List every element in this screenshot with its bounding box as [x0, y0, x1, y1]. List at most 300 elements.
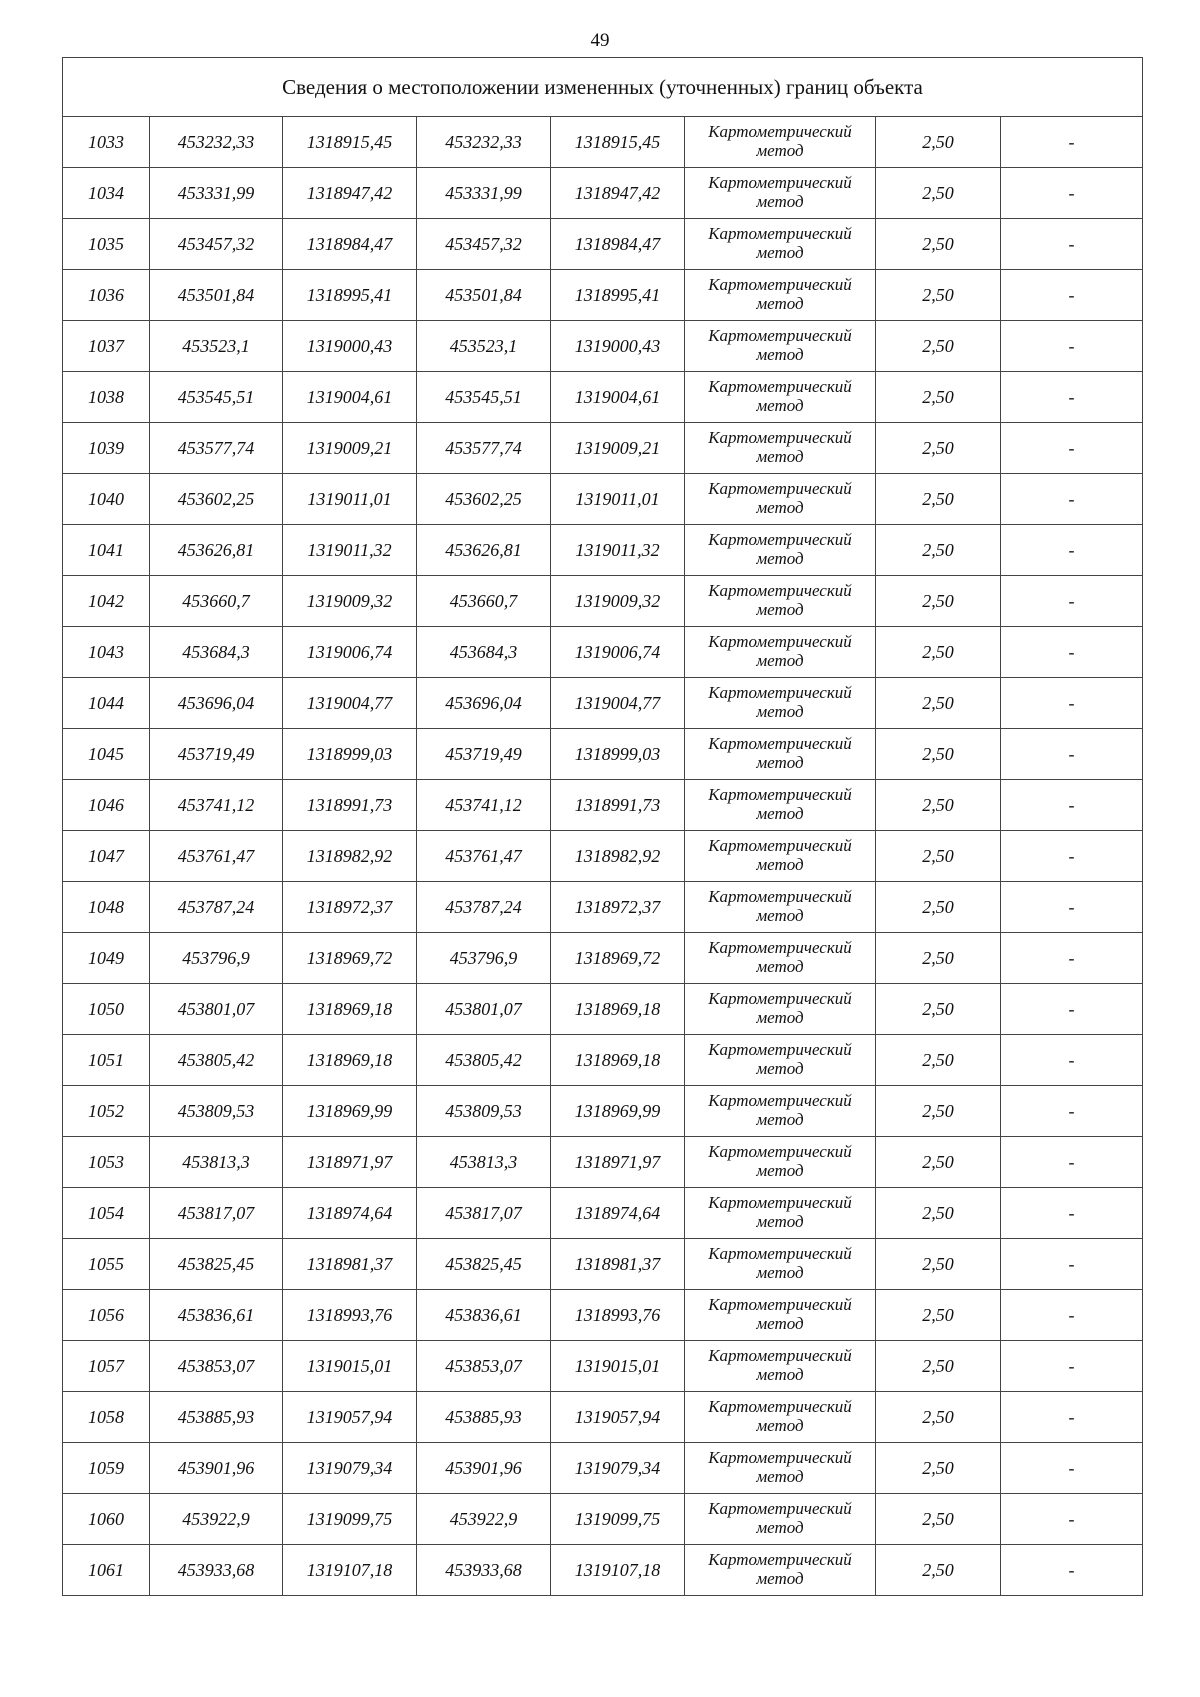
- point-number-cell: 1053: [63, 1137, 150, 1188]
- method-cell: [685, 882, 876, 933]
- x-old-cell: 453577,74: [150, 423, 283, 474]
- x-new-cell: 453933,68: [417, 1545, 551, 1596]
- y-old-cell: 1318984,47: [283, 219, 417, 270]
- method-word: Картометрический: [708, 785, 852, 805]
- table-row: [63, 1239, 1143, 1290]
- x-new-cell: 453331,99: [417, 168, 551, 219]
- method-cell: [685, 729, 876, 780]
- method-word: метод: [756, 141, 804, 160]
- point-number-cell: 1036: [63, 270, 150, 321]
- x-old-cell: 453817,07: [150, 1188, 283, 1239]
- x-new-cell: 453741,12: [417, 780, 551, 831]
- x-new-cell: 453922,9: [417, 1494, 551, 1545]
- method-cell: [685, 1086, 876, 1137]
- point-number-cell: 1035: [63, 219, 150, 270]
- table-row: [63, 933, 1143, 984]
- method-cell: [685, 1443, 876, 1494]
- note-cell: -: [1001, 1290, 1143, 1341]
- accuracy-cell: 2,50: [876, 1188, 1001, 1239]
- x-new-cell: 453787,24: [417, 882, 551, 933]
- y-old-cell: 1319011,32: [283, 525, 417, 576]
- x-old-cell: 453501,84: [150, 270, 283, 321]
- y-old-cell: 1318995,41: [283, 270, 417, 321]
- method-word: Картометрический: [708, 1091, 852, 1111]
- table-row: [63, 1545, 1143, 1596]
- note-cell: -: [1001, 1188, 1143, 1239]
- point-number-cell: 1047: [63, 831, 150, 882]
- table-row: [63, 831, 1143, 882]
- x-old-cell: 453741,12: [150, 780, 283, 831]
- method-word: метод: [756, 243, 804, 262]
- x-old-cell: 453331,99: [150, 168, 283, 219]
- point-number-cell: 1059: [63, 1443, 150, 1494]
- method-cell: [685, 321, 876, 372]
- method-word: метод: [756, 1263, 804, 1282]
- y-new-cell: 1318991,73: [551, 780, 685, 831]
- x-old-cell: 453761,47: [150, 831, 283, 882]
- method-cell: [685, 372, 876, 423]
- accuracy-cell: 2,50: [876, 1290, 1001, 1341]
- method-word: метод: [756, 1212, 804, 1231]
- point-number-cell: 1040: [63, 474, 150, 525]
- note-cell: -: [1001, 117, 1143, 168]
- y-old-cell: 1319099,75: [283, 1494, 417, 1545]
- method-word: Картометрический: [708, 1397, 852, 1417]
- y-new-cell: 1318969,18: [551, 1035, 685, 1086]
- y-old-cell: 1318981,37: [283, 1239, 417, 1290]
- y-new-cell: 1319004,77: [551, 678, 685, 729]
- accuracy-cell: 2,50: [876, 576, 1001, 627]
- note-cell: -: [1001, 1494, 1143, 1545]
- note-cell: -: [1001, 1137, 1143, 1188]
- method-word: метод: [756, 549, 804, 568]
- method-cell: [685, 525, 876, 576]
- point-number-cell: 1049: [63, 933, 150, 984]
- accuracy-cell: 2,50: [876, 321, 1001, 372]
- note-cell: -: [1001, 423, 1143, 474]
- x-old-cell: 453660,7: [150, 576, 283, 627]
- method-cell: [685, 1188, 876, 1239]
- accuracy-cell: 2,50: [876, 219, 1001, 270]
- method-cell: [685, 168, 876, 219]
- note-cell: -: [1001, 576, 1143, 627]
- point-number-cell: 1046: [63, 780, 150, 831]
- point-number-cell: 1056: [63, 1290, 150, 1341]
- x-old-cell: 453796,9: [150, 933, 283, 984]
- x-new-cell: 453501,84: [417, 270, 551, 321]
- method-word: Картометрический: [708, 734, 852, 754]
- table-row: [63, 729, 1143, 780]
- y-old-cell: 1319015,01: [283, 1341, 417, 1392]
- method-word: Картометрический: [708, 1295, 852, 1315]
- note-cell: -: [1001, 678, 1143, 729]
- y-new-cell: 1318984,47: [551, 219, 685, 270]
- method-word: Картометрический: [708, 173, 852, 193]
- point-number-cell: 1048: [63, 882, 150, 933]
- point-number-cell: 1033: [63, 117, 150, 168]
- x-new-cell: 453836,61: [417, 1290, 551, 1341]
- x-old-cell: 453922,9: [150, 1494, 283, 1545]
- method-cell: [685, 576, 876, 627]
- accuracy-cell: 2,50: [876, 678, 1001, 729]
- x-new-cell: 453817,07: [417, 1188, 551, 1239]
- y-old-cell: 1319011,01: [283, 474, 417, 525]
- point-number-cell: 1039: [63, 423, 150, 474]
- method-word: Картометрический: [708, 326, 852, 346]
- y-old-cell: 1318971,97: [283, 1137, 417, 1188]
- y-new-cell: 1318969,18: [551, 984, 685, 1035]
- accuracy-cell: 2,50: [876, 525, 1001, 576]
- table-row: [63, 1494, 1143, 1545]
- note-cell: -: [1001, 1035, 1143, 1086]
- table-row: [63, 270, 1143, 321]
- x-old-cell: 453457,32: [150, 219, 283, 270]
- note-cell: -: [1001, 729, 1143, 780]
- y-old-cell: 1319057,94: [283, 1392, 417, 1443]
- method-word: метод: [756, 906, 804, 925]
- method-word: метод: [756, 753, 804, 772]
- x-old-cell: 453933,68: [150, 1545, 283, 1596]
- table-row: [63, 117, 1143, 168]
- accuracy-cell: 2,50: [876, 1392, 1001, 1443]
- y-new-cell: 1319000,43: [551, 321, 685, 372]
- accuracy-cell: 2,50: [876, 729, 1001, 780]
- point-number-cell: 1041: [63, 525, 150, 576]
- x-new-cell: 453626,81: [417, 525, 551, 576]
- accuracy-cell: 2,50: [876, 168, 1001, 219]
- y-new-cell: 1319011,01: [551, 474, 685, 525]
- note-cell: -: [1001, 270, 1143, 321]
- method-word: метод: [756, 345, 804, 364]
- x-new-cell: 453801,07: [417, 984, 551, 1035]
- accuracy-cell: 2,50: [876, 423, 1001, 474]
- x-old-cell: 453696,04: [150, 678, 283, 729]
- accuracy-cell: 2,50: [876, 270, 1001, 321]
- y-new-cell: 1318969,72: [551, 933, 685, 984]
- y-old-cell: 1319004,77: [283, 678, 417, 729]
- method-cell: [685, 1290, 876, 1341]
- method-word: Картометрический: [708, 224, 852, 244]
- method-cell: [685, 780, 876, 831]
- method-word: Картометрический: [708, 428, 852, 448]
- method-word: Картометрический: [708, 377, 852, 397]
- table-title: Сведения о местоположении измененных (уточненных) границ объекта: [63, 58, 1143, 117]
- method-word: метод: [756, 1008, 804, 1027]
- note-cell: -: [1001, 933, 1143, 984]
- method-word: Картометрический: [708, 632, 852, 652]
- method-cell: [685, 219, 876, 270]
- y-new-cell: 1319004,61: [551, 372, 685, 423]
- accuracy-cell: 2,50: [876, 780, 1001, 831]
- x-old-cell: 453719,49: [150, 729, 283, 780]
- point-number-cell: 1055: [63, 1239, 150, 1290]
- method-cell: [685, 423, 876, 474]
- table-row: [63, 882, 1143, 933]
- point-number-cell: 1058: [63, 1392, 150, 1443]
- point-number-cell: 1060: [63, 1494, 150, 1545]
- x-new-cell: 453523,1: [417, 321, 551, 372]
- y-old-cell: 1319000,43: [283, 321, 417, 372]
- method-word: Картометрический: [708, 581, 852, 601]
- note-cell: -: [1001, 1545, 1143, 1596]
- y-new-cell: 1319009,21: [551, 423, 685, 474]
- y-old-cell: 1318969,72: [283, 933, 417, 984]
- table-row: [63, 984, 1143, 1035]
- method-word: Картометрический: [708, 1142, 852, 1162]
- note-cell: -: [1001, 372, 1143, 423]
- table-row: [63, 576, 1143, 627]
- method-cell: [685, 117, 876, 168]
- note-cell: -: [1001, 627, 1143, 678]
- accuracy-cell: 2,50: [876, 117, 1001, 168]
- point-number-cell: 1051: [63, 1035, 150, 1086]
- x-new-cell: 453545,51: [417, 372, 551, 423]
- y-old-cell: 1318982,92: [283, 831, 417, 882]
- note-cell: -: [1001, 1239, 1143, 1290]
- accuracy-cell: 2,50: [876, 1494, 1001, 1545]
- y-new-cell: 1318972,37: [551, 882, 685, 933]
- method-word: метод: [756, 1365, 804, 1384]
- table-row: [63, 1086, 1143, 1137]
- x-new-cell: 453825,45: [417, 1239, 551, 1290]
- accuracy-cell: 2,50: [876, 1086, 1001, 1137]
- point-number-cell: 1038: [63, 372, 150, 423]
- note-cell: -: [1001, 1086, 1143, 1137]
- y-new-cell: 1318915,45: [551, 117, 685, 168]
- table-row: [63, 372, 1143, 423]
- method-word: метод: [756, 600, 804, 619]
- x-old-cell: 453901,96: [150, 1443, 283, 1494]
- method-word: Картометрический: [708, 887, 852, 907]
- method-word: метод: [756, 1518, 804, 1537]
- x-old-cell: 453801,07: [150, 984, 283, 1035]
- method-cell: [685, 1341, 876, 1392]
- x-new-cell: 453885,93: [417, 1392, 551, 1443]
- method-cell: [685, 1035, 876, 1086]
- y-new-cell: 1318947,42: [551, 168, 685, 219]
- method-word: Картометрический: [708, 989, 852, 1009]
- point-number-cell: 1043: [63, 627, 150, 678]
- note-cell: -: [1001, 831, 1143, 882]
- method-word: метод: [756, 1467, 804, 1486]
- note-cell: -: [1001, 168, 1143, 219]
- method-cell: [685, 984, 876, 1035]
- note-cell: -: [1001, 474, 1143, 525]
- page-number: 49: [590, 30, 610, 51]
- note-cell: -: [1001, 219, 1143, 270]
- x-new-cell: 453577,74: [417, 423, 551, 474]
- point-number-cell: 1050: [63, 984, 150, 1035]
- method-word: метод: [756, 1110, 804, 1129]
- method-word: метод: [756, 447, 804, 466]
- method-cell: [685, 1239, 876, 1290]
- method-word: метод: [756, 1416, 804, 1435]
- x-new-cell: 453805,42: [417, 1035, 551, 1086]
- y-new-cell: 1318971,97: [551, 1137, 685, 1188]
- x-old-cell: 453813,3: [150, 1137, 283, 1188]
- point-number-cell: 1054: [63, 1188, 150, 1239]
- x-new-cell: 453719,49: [417, 729, 551, 780]
- accuracy-cell: 2,50: [876, 984, 1001, 1035]
- point-number-cell: 1044: [63, 678, 150, 729]
- x-old-cell: 453885,93: [150, 1392, 283, 1443]
- table-row: [63, 780, 1143, 831]
- method-cell: [685, 270, 876, 321]
- accuracy-cell: 2,50: [876, 933, 1001, 984]
- y-new-cell: 1319099,75: [551, 1494, 685, 1545]
- accuracy-cell: 2,50: [876, 882, 1001, 933]
- table-row: [63, 678, 1143, 729]
- accuracy-cell: 2,50: [876, 1341, 1001, 1392]
- point-number-cell: 1037: [63, 321, 150, 372]
- method-cell: [685, 678, 876, 729]
- y-new-cell: 1318974,64: [551, 1188, 685, 1239]
- note-cell: -: [1001, 984, 1143, 1035]
- point-number-cell: 1045: [63, 729, 150, 780]
- table-row: [63, 219, 1143, 270]
- y-new-cell: 1318969,99: [551, 1086, 685, 1137]
- table-row: [63, 1137, 1143, 1188]
- x-new-cell: 453696,04: [417, 678, 551, 729]
- method-word: метод: [756, 1161, 804, 1180]
- x-old-cell: 453805,42: [150, 1035, 283, 1086]
- note-cell: -: [1001, 1341, 1143, 1392]
- y-old-cell: 1319079,34: [283, 1443, 417, 1494]
- table-row: [63, 321, 1143, 372]
- method-word: метод: [756, 396, 804, 415]
- method-word: Картометрический: [708, 530, 852, 550]
- note-cell: -: [1001, 321, 1143, 372]
- point-number-cell: 1042: [63, 576, 150, 627]
- accuracy-cell: 2,50: [876, 1443, 1001, 1494]
- y-new-cell: 1318999,03: [551, 729, 685, 780]
- x-old-cell: 453809,53: [150, 1086, 283, 1137]
- method-cell: [685, 474, 876, 525]
- x-new-cell: 453853,07: [417, 1341, 551, 1392]
- x-old-cell: 453523,1: [150, 321, 283, 372]
- note-cell: -: [1001, 525, 1143, 576]
- y-old-cell: 1319107,18: [283, 1545, 417, 1596]
- accuracy-cell: 2,50: [876, 831, 1001, 882]
- method-word: метод: [756, 702, 804, 721]
- x-new-cell: 453232,33: [417, 117, 551, 168]
- accuracy-cell: 2,50: [876, 372, 1001, 423]
- method-word: Картометрический: [708, 122, 852, 142]
- accuracy-cell: 2,50: [876, 627, 1001, 678]
- method-word: Картометрический: [708, 1244, 852, 1264]
- table-title-row: [63, 58, 1143, 117]
- method-word: Картометрический: [708, 1040, 852, 1060]
- y-old-cell: 1318991,73: [283, 780, 417, 831]
- x-new-cell: 453813,3: [417, 1137, 551, 1188]
- method-word: метод: [756, 855, 804, 874]
- table-row: [63, 1341, 1143, 1392]
- table-row: [63, 1188, 1143, 1239]
- x-old-cell: 453602,25: [150, 474, 283, 525]
- accuracy-cell: 2,50: [876, 1137, 1001, 1188]
- y-new-cell: 1319015,01: [551, 1341, 685, 1392]
- method-cell: [685, 627, 876, 678]
- y-old-cell: 1318974,64: [283, 1188, 417, 1239]
- y-old-cell: 1319009,32: [283, 576, 417, 627]
- x-old-cell: 453626,81: [150, 525, 283, 576]
- y-new-cell: 1318982,92: [551, 831, 685, 882]
- method-cell: [685, 831, 876, 882]
- table-row: [63, 168, 1143, 219]
- table-row: [63, 1035, 1143, 1086]
- method-word: Картометрический: [708, 1448, 852, 1468]
- x-old-cell: 453232,33: [150, 117, 283, 168]
- x-old-cell: 453853,07: [150, 1341, 283, 1392]
- y-new-cell: 1319006,74: [551, 627, 685, 678]
- x-old-cell: 453787,24: [150, 882, 283, 933]
- method-word: Картометрический: [708, 836, 852, 856]
- method-cell: [685, 1137, 876, 1188]
- method-word: метод: [756, 1314, 804, 1333]
- y-new-cell: 1319011,32: [551, 525, 685, 576]
- point-number-cell: 1057: [63, 1341, 150, 1392]
- table-row: [63, 1290, 1143, 1341]
- method-word: метод: [756, 498, 804, 517]
- method-word: Картометрический: [708, 1499, 852, 1519]
- y-old-cell: 1319006,74: [283, 627, 417, 678]
- x-new-cell: 453457,32: [417, 219, 551, 270]
- method-word: метод: [756, 957, 804, 976]
- y-old-cell: 1318972,37: [283, 882, 417, 933]
- y-old-cell: 1318969,18: [283, 984, 417, 1035]
- method-word: метод: [756, 1569, 804, 1588]
- method-cell: [685, 933, 876, 984]
- y-old-cell: 1318969,99: [283, 1086, 417, 1137]
- point-number-cell: 1052: [63, 1086, 150, 1137]
- accuracy-cell: 2,50: [876, 1239, 1001, 1290]
- point-number-cell: 1034: [63, 168, 150, 219]
- accuracy-cell: 2,50: [876, 1035, 1001, 1086]
- method-word: метод: [756, 192, 804, 211]
- y-old-cell: 1318969,18: [283, 1035, 417, 1086]
- point-number-cell: 1061: [63, 1545, 150, 1596]
- x-new-cell: 453796,9: [417, 933, 551, 984]
- y-old-cell: 1318915,45: [283, 117, 417, 168]
- method-cell: [685, 1545, 876, 1596]
- note-cell: -: [1001, 780, 1143, 831]
- y-new-cell: 1318993,76: [551, 1290, 685, 1341]
- method-word: Картометрический: [708, 938, 852, 958]
- y-old-cell: 1318947,42: [283, 168, 417, 219]
- y-old-cell: 1318993,76: [283, 1290, 417, 1341]
- table-row: [63, 1392, 1143, 1443]
- method-word: метод: [756, 1059, 804, 1078]
- note-cell: -: [1001, 1392, 1143, 1443]
- y-old-cell: 1319009,21: [283, 423, 417, 474]
- x-new-cell: 453684,3: [417, 627, 551, 678]
- accuracy-cell: 2,50: [876, 474, 1001, 525]
- y-new-cell: 1319079,34: [551, 1443, 685, 1494]
- y-new-cell: 1319107,18: [551, 1545, 685, 1596]
- x-new-cell: 453809,53: [417, 1086, 551, 1137]
- note-cell: -: [1001, 1443, 1143, 1494]
- method-word: Картометрический: [708, 683, 852, 703]
- x-new-cell: 453602,25: [417, 474, 551, 525]
- x-new-cell: 453761,47: [417, 831, 551, 882]
- table-body: [63, 58, 1143, 1596]
- method-cell: [685, 1494, 876, 1545]
- boundary-coordinates-table: [62, 57, 1143, 1596]
- y-old-cell: 1318999,03: [283, 729, 417, 780]
- y-new-cell: 1319057,94: [551, 1392, 685, 1443]
- accuracy-cell: 2,50: [876, 1545, 1001, 1596]
- method-word: Картометрический: [708, 1550, 852, 1570]
